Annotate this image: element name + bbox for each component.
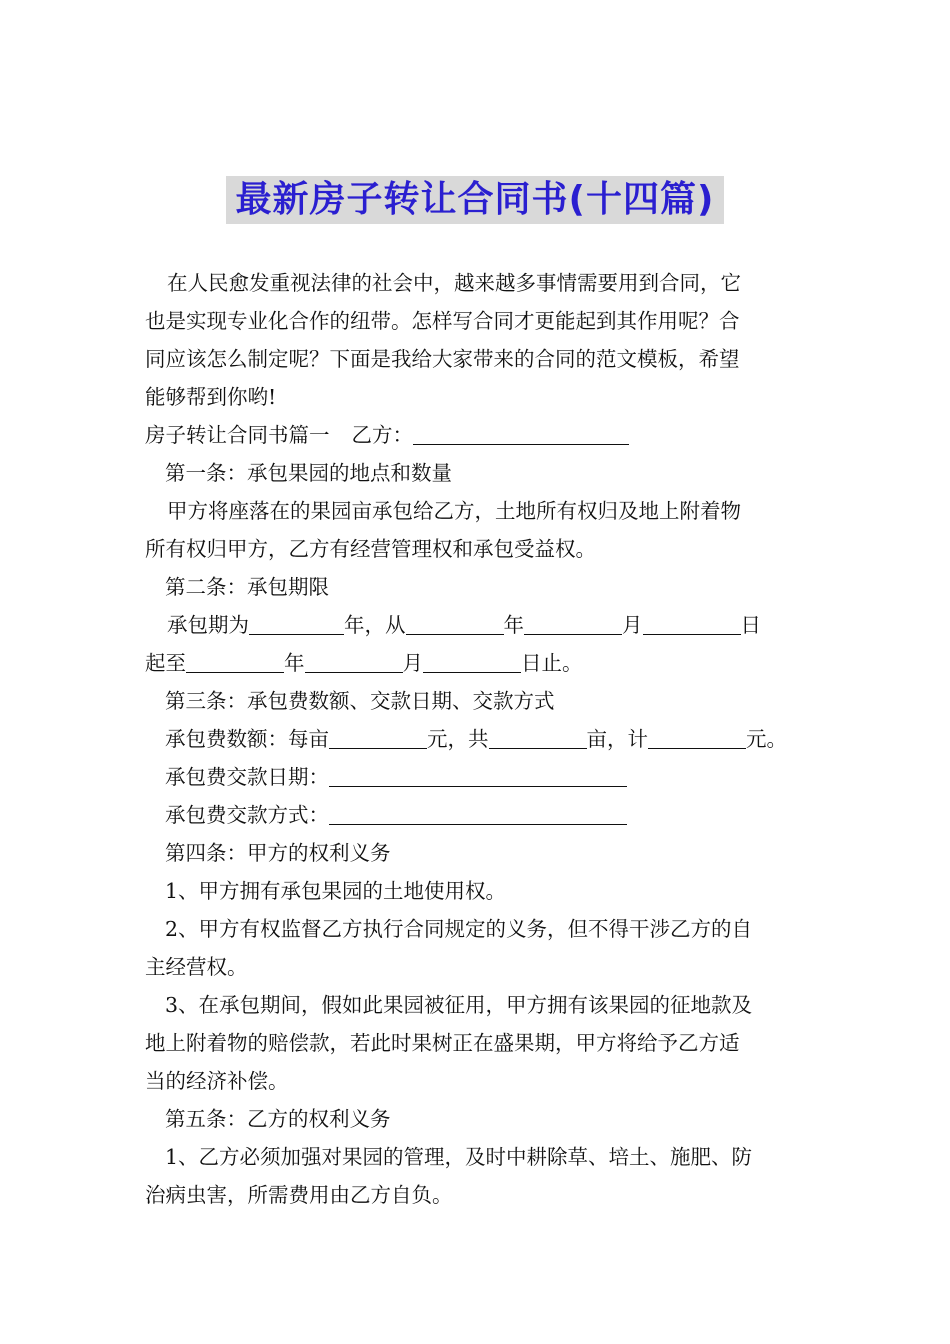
term-to-label: 起至 — [145, 651, 186, 675]
total-mu-blank — [489, 724, 587, 749]
article4-heading: 第四条：甲方的权利义务 — [165, 841, 391, 865]
start-year-unit: 年 — [503, 613, 524, 637]
intro-line-3: 同应该怎么制定呢？下面是我给大家带来的合同的范文模板，希望 — [145, 347, 740, 371]
term-label: 承包期为 — [167, 613, 249, 637]
article1-line-2: 所有权归甲方，乙方有经营管理权和承包受益权。 — [145, 537, 596, 561]
article4-item-2-line-1: 2、甲方有权监督乙方执行合同规定的义务，但不得干涉乙方的自 — [165, 917, 753, 941]
fee-total-mu-label: 元，共 — [427, 727, 489, 751]
payment-method-blank — [329, 800, 627, 825]
end-year-unit: 年 — [284, 651, 305, 675]
article3-heading: 第三条：承包费数额、交款日期、交款方式 — [165, 689, 555, 713]
article2-term-line-2 — [145, 644, 813, 682]
end-month-unit: 月 — [402, 651, 423, 675]
fee-total-label: 亩，计 — [586, 727, 648, 751]
fee-total-unit: 元。 — [746, 727, 787, 751]
party-b-blank — [413, 420, 629, 445]
fee-total-blank — [648, 724, 746, 749]
fee-per-mu-blank — [329, 724, 427, 749]
article2-term-line-1 — [145, 606, 813, 644]
end-year-blank — [186, 648, 284, 673]
payment-method-label: 承包费交款方式： — [165, 803, 329, 827]
article4-item-3-line-2: 地上附着物的赔偿款，若此时果树正在盛果期，甲方将给予乙方适 — [145, 1031, 740, 1055]
document-title: 最新房子转让合同书(十四篇) — [226, 176, 724, 224]
term-years-blank — [249, 610, 344, 635]
article5-item-1-line-1: 1、乙方必须加强对果园的管理，及时中耕除草、培土、施肥、防 — [165, 1145, 753, 1169]
article3-date-line — [145, 758, 813, 796]
start-month-unit: 月 — [622, 613, 643, 637]
start-day-unit: 日 — [740, 613, 761, 637]
article4-item-3-line-3: 当的经济补偿。 — [145, 1069, 289, 1093]
intro-line-4: 能够帮到你哟! — [145, 385, 277, 409]
article4-item-3-line-1: 3、在承包期间，假如此果园被征用，甲方拥有该果园的征地款及 — [165, 993, 753, 1017]
document-body — [145, 264, 813, 1214]
end-day-unit: 日止。 — [521, 651, 583, 675]
end-day-blank — [423, 648, 521, 673]
intro-line-1: 在人民愈发重视法律的社会中，越来越多事情需要用到合同，它 — [167, 271, 741, 295]
article1-line-1: 甲方将座落在的果园亩承包给乙方，土地所有权归及地上附着物 — [167, 499, 741, 523]
section1-heading: 房子转让合同书篇一 — [145, 423, 330, 447]
term-from-label: 年，从 — [344, 613, 406, 637]
article3-method-line — [145, 796, 813, 834]
article5-item-1-line-2: 治病虫害，所需费用由乙方自负。 — [145, 1183, 453, 1207]
payment-date-label: 承包费交款日期： — [165, 765, 329, 789]
start-year-blank — [406, 610, 504, 635]
start-day-blank — [643, 610, 741, 635]
article4-item-1: 1、甲方拥有承包果园的土地使用权。 — [165, 879, 507, 903]
article3-fee-line — [145, 720, 813, 758]
payment-date-blank — [329, 762, 627, 787]
article4-item-2-line-2: 主经营权。 — [145, 955, 248, 979]
fee-per-mu-label: 承包费数额：每亩 — [165, 727, 329, 751]
article1-heading: 第一条：承包果园的地点和数量 — [165, 461, 452, 485]
article2-heading: 第二条：承包期限 — [165, 575, 329, 599]
party-b-label: 乙方： — [351, 423, 413, 447]
article5-heading: 第五条：乙方的权利义务 — [165, 1107, 391, 1131]
section1-heading-line — [145, 416, 813, 454]
intro-line-2: 也是实现专业化合作的纽带。怎样写合同才更能起到其作用呢？合 — [145, 309, 740, 333]
start-month-blank — [524, 610, 622, 635]
end-month-blank — [305, 648, 403, 673]
